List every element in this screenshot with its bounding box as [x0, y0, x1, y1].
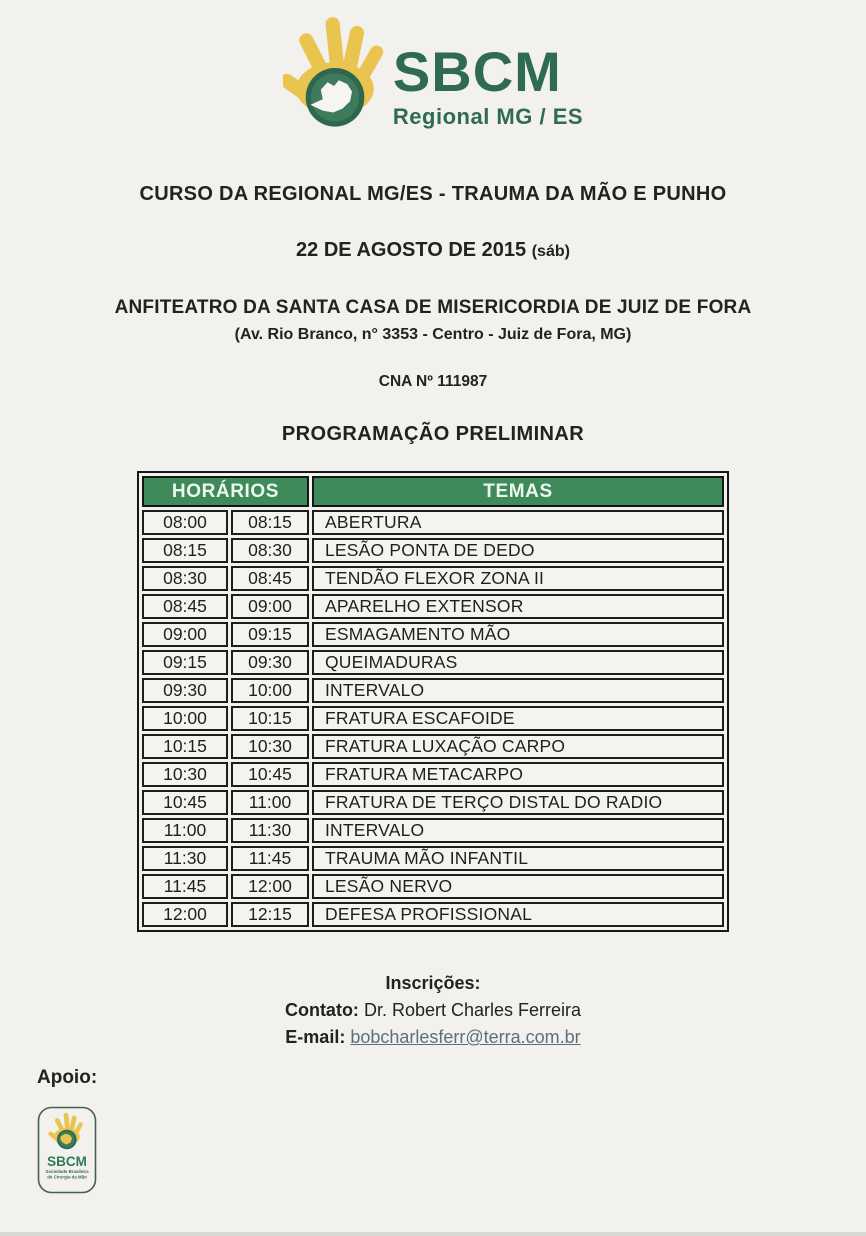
email-link[interactable]: bobcharlesferr@terra.com.br: [350, 1027, 581, 1047]
venue-address: (Av. Rio Branco, n° 3353 - Centro - Juiz de Fora, MG): [234, 326, 632, 343]
cell-start: 09:30: [142, 678, 228, 703]
cell-end: 10:30: [231, 734, 309, 759]
cna-number: CNA Nº 111987: [378, 373, 488, 390]
table-row: [142, 818, 724, 843]
table-row: [142, 594, 724, 619]
cell-start: 11:45: [142, 874, 228, 899]
cell-tema: ABERTURA: [312, 510, 724, 535]
table-row: [142, 622, 724, 647]
table-row: [142, 678, 724, 703]
table-row: [142, 902, 724, 927]
cell-start: 08:45: [142, 594, 228, 619]
email-label: E-mail:: [285, 1027, 346, 1047]
cell-end: 08:45: [231, 566, 309, 591]
table-row: [142, 846, 724, 871]
cell-tema: LESÃO PONTA DE DEDO: [312, 538, 724, 563]
cell-start: 11:00: [142, 818, 228, 843]
cell-end: 09:30: [231, 650, 309, 675]
cell-tema: DEFESA PROFISSIONAL: [312, 902, 724, 927]
contato-label: Contato:: [284, 1000, 359, 1020]
table-row: [142, 650, 724, 675]
cell-tema: TRAUMA MÃO INFANTIL: [312, 846, 724, 871]
cell-tema: LESÃO NERVO: [312, 874, 724, 899]
table-row: [142, 734, 724, 759]
cell-end: 10:00: [231, 678, 309, 703]
cell-end: 10:45: [231, 762, 309, 787]
cell-tema: FRATURA DE TERÇO DISTAL DO RADIO: [312, 790, 724, 815]
cell-end: 10:15: [231, 706, 309, 731]
badge-wordmark: SBCM: [47, 1154, 87, 1169]
venue-name: ANFITEATRO DA SANTA CASA DE MISERICORDIA DE JUIZ DE FORA: [114, 297, 752, 318]
date-main: 22 DE AGOSTO DE 2015: [296, 239, 527, 261]
apoio-label: Apoio:: [37, 1067, 98, 1088]
cell-tema: FRATURA LUXAÇÃO CARPO: [312, 734, 724, 759]
table-row: [142, 762, 724, 787]
schedule-table: [137, 471, 729, 932]
cell-end: 12:00: [231, 874, 309, 899]
cell-start: 10:00: [142, 706, 228, 731]
cell-end: 11:30: [231, 818, 309, 843]
cell-start: 08:00: [142, 510, 228, 535]
badge-subtitle-line1: Sociedade Brasileira: [45, 1169, 89, 1174]
program-title: PROGRAMAÇÃO PRELIMINAR: [281, 423, 585, 445]
table-row: [142, 874, 724, 899]
schedule-body: [142, 510, 724, 927]
badge-subtitle-line2: de Cirurgia da Mão: [47, 1174, 87, 1180]
table-row: [142, 790, 724, 815]
schedule-table-container: [0, 471, 866, 932]
cell-tema: APARELHO EXTENSOR: [312, 594, 724, 619]
cell-tema: INTERVALO: [312, 678, 724, 703]
cell-end: 09:15: [231, 622, 309, 647]
table-header-row: [142, 476, 724, 507]
cell-tema: ESMAGAMENTO MÃO: [312, 622, 724, 647]
cell-start: 08:30: [142, 566, 228, 591]
column-header-horarios: HORÁRIOS: [142, 476, 309, 507]
cell-tema: FRATURA METACARPO: [312, 762, 724, 787]
logo-region-label: Regional MG / ES: [392, 104, 584, 129]
cell-tema: FRATURA ESCAFOIDE: [312, 706, 724, 731]
cell-start: 10:45: [142, 790, 228, 815]
cell-end: 09:00: [231, 594, 309, 619]
table-row: [142, 538, 724, 563]
cell-tema: QUEIMADURAS: [312, 650, 724, 675]
cell-start: 10:30: [142, 762, 228, 787]
sbcm-logo: [0, 14, 866, 140]
cell-end: 11:45: [231, 846, 309, 871]
table-row: [142, 566, 724, 591]
inscricoes-heading: Inscrições:: [385, 973, 481, 993]
logo-wordmark: SBCM: [392, 40, 562, 103]
contato-name: Dr. Robert Charles Ferreira: [363, 1000, 582, 1020]
cell-tema: INTERVALO: [312, 818, 724, 843]
cell-start: 09:15: [142, 650, 228, 675]
cell-end: 08:15: [231, 510, 309, 535]
hand-icon: [283, 14, 387, 140]
cell-end: 08:30: [231, 538, 309, 563]
sbcm-badge-icon: [37, 1106, 97, 1194]
cell-end: 12:15: [231, 902, 309, 927]
cell-start: 09:00: [142, 622, 228, 647]
cell-start: 11:30: [142, 846, 228, 871]
table-row: [142, 510, 724, 535]
cell-start: 08:15: [142, 538, 228, 563]
cell-start: 12:00: [142, 902, 228, 927]
date-weekday: (sáb): [531, 243, 570, 260]
table-row: [142, 706, 724, 731]
cell-start: 10:15: [142, 734, 228, 759]
course-title: CURSO DA REGIONAL MG/ES - TRAUMA DA MÃO E PUNHO: [139, 183, 727, 205]
sbcm-badge: [37, 1106, 97, 1199]
course-date: [0, 239, 866, 262]
cell-end: 11:00: [231, 790, 309, 815]
cell-tema: TENDÃO FLEXOR ZONA II: [312, 566, 724, 591]
column-header-temas: TEMAS: [312, 476, 724, 507]
email-line: [0, 1027, 866, 1048]
contato-line: [0, 1000, 866, 1021]
